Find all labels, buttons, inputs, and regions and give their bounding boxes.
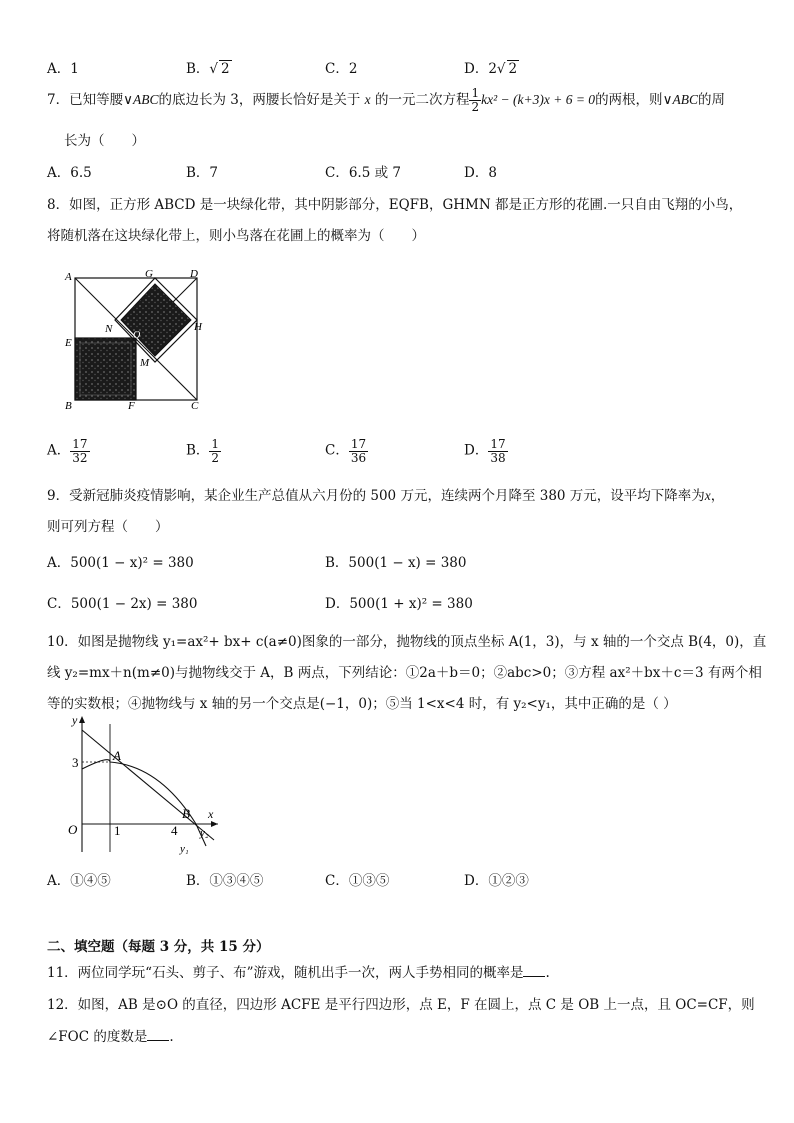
label-d: D — [190, 268, 198, 280]
label-c: C — [191, 400, 199, 412]
label-h: H — [194, 321, 202, 333]
q10-option-b: B．①③④⑤ — [186, 873, 264, 889]
garden-eqfb — [75, 338, 136, 400]
q10-option-c: C．①③⑤ — [325, 873, 390, 889]
q7-option-d: D．8 — [464, 165, 497, 181]
q6-option-b: B．√ 2 — [186, 61, 230, 77]
question-9-line-2: 则可列方程（ ） — [47, 519, 169, 535]
parabola-y1 — [82, 760, 206, 846]
question-7-line-1: 7．已知等腰∨ABC的底边长为 3，两腰长恰好是关于 x 的一元二次方程 $\frac{1}{2}$ kx² − (k+3)x + 6 = 0的两根，则∨ABC的周 — [47, 86, 725, 114]
q7-option-c: C．6.5 或 7 — [325, 165, 401, 181]
q7-option-a: A．6.5 — [47, 165, 92, 181]
label-x: x — [208, 807, 214, 821]
label-one: 1 — [114, 823, 121, 838]
label-y1: y₁ — [180, 843, 189, 855]
question-9-line-1: 9．受新冠肺炎疫情影响，某企业生产总值从六月份的 500 万元，连续两个月降至 380 万元，设平均下降率为x， — [47, 488, 725, 504]
q8-option-a: A． $\frac{17}{32}$ — [47, 437, 88, 465]
q8-option-c: C． $\frac{17}{36}$ — [325, 437, 367, 465]
q8-option-b: B． $\frac{1}{2}$ — [186, 437, 220, 465]
q8-option-d: D． $\frac{17}{38}$ — [464, 437, 506, 465]
question-7-line-2: 长为（ ） — [64, 133, 145, 149]
q9-option-c: C．500(1 − 2x) = 380 — [47, 596, 198, 612]
q8-square-figure — [60, 268, 220, 418]
label-four: 4 — [171, 823, 178, 838]
label-b: B — [65, 400, 72, 412]
question-8-line-1: 8．如图，正方形 ABCD 是一块绿化带，其中阴影部分，EQFB，GHMN 都是正方形的花圃.一只自由飞翔的小鸟， — [47, 197, 743, 213]
q10-parabola-graph — [60, 712, 230, 860]
q9-option-a: A．500(1 − x)² = 380 — [47, 555, 194, 571]
q11-answer-blank[interactable] — [523, 964, 545, 977]
section-fill-in-title: 二、填空题（每题 3 分，共 15 分） — [47, 939, 270, 955]
q9-option-d: D．500(1 + x)² = 380 — [325, 596, 473, 612]
x-axis-arrow — [211, 821, 218, 827]
label-m: M — [140, 357, 150, 369]
question-12-line-2: ∠FOC 的度数是 . — [47, 1029, 174, 1045]
label-q: Q — [133, 330, 141, 341]
label-g: G — [145, 268, 153, 280]
q6-option-c: C．2 — [325, 61, 358, 77]
label-a-point: A — [113, 748, 121, 763]
q12-answer-blank[interactable] — [147, 1028, 169, 1041]
q6-option-d: D．2√ 2 — [464, 61, 518, 77]
label-n: N — [105, 323, 113, 335]
label-y2: y₂ — [200, 827, 209, 839]
label-b-point: B — [182, 806, 190, 821]
q10-option-a: A．①④⑤ — [47, 873, 111, 889]
label-y: y — [72, 713, 78, 727]
q10-option-d: D．①②③ — [464, 873, 529, 889]
q7-option-b: B．7 — [186, 165, 219, 181]
label-e: E — [65, 337, 72, 349]
question-10-line-1: 10．如图是抛物线 y₁=ax²+ bx+ c(a≠0)图象的一部分，抛物线的顶点坐标 A(1，3)，与 x 轴的一个交点 B(4，0)，直 — [47, 634, 767, 650]
question-11: 11．两位同学玩“石头、剪子、布”游戏，随机出手一次，两人手势相同的概率是 . — [47, 965, 550, 981]
q9-option-b: B．500(1 − x) = 380 — [325, 555, 467, 571]
question-8-line-2: 将随机落在这块绿化带上，则小鸟落在花圃上的概率为（ ） — [47, 228, 425, 244]
q6-option-a: A．1 — [47, 61, 79, 77]
label-f: F — [128, 400, 135, 412]
q7-fraction: $\frac{1}{2}$ — [471, 86, 480, 114]
label-origin: O — [68, 822, 78, 837]
label-a: A — [65, 271, 72, 283]
question-12-line-1: 12．如图，AB 是⊙O 的直径，四边形 ACFE 是平行四边形，点 E，F 在圆上，点 C 是 OB 上一点，且 OC=CF，则 — [47, 997, 755, 1013]
question-10-line-2: 线 y₂=mx＋n(m≠0)与抛物线交于 A，B 两点，下列结论：①2a＋b＝0；②abc>0；③方程 ax²＋bx＋c＝3 有两个相 — [47, 665, 762, 681]
label-three: 3 — [72, 755, 79, 770]
y-axis-arrow — [79, 716, 85, 723]
question-10-line-3: 等的实数根；④抛物线与 x 轴的另一个交点是(−1，0)；⑤当 1<x<4 时，有 y₂<y₁，其中正确的是（ ） — [47, 696, 677, 712]
